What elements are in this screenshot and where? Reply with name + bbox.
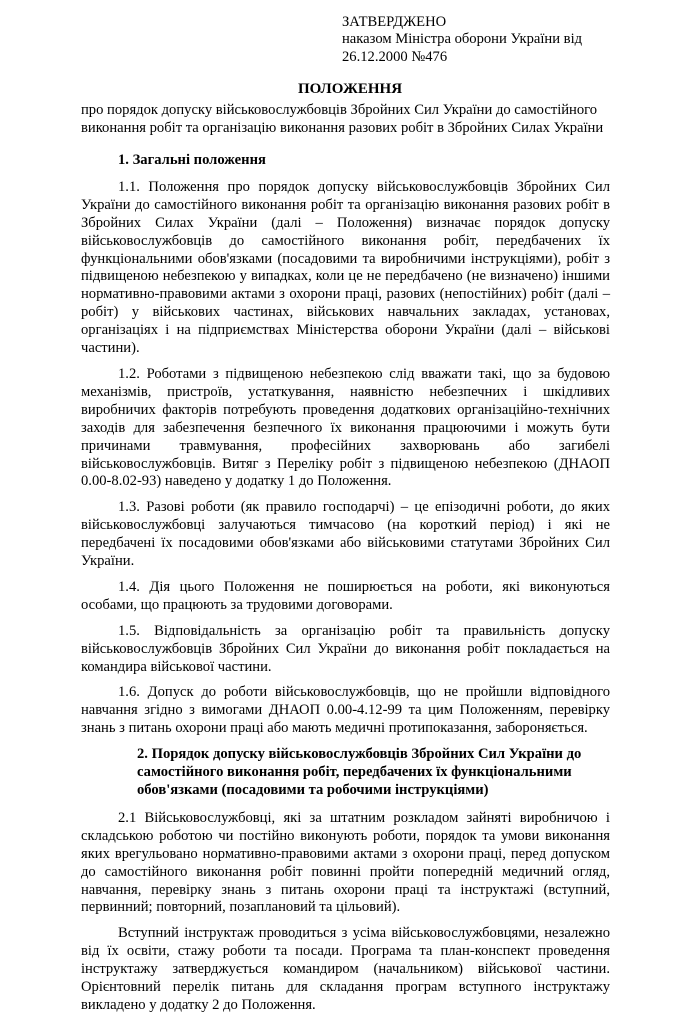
section-1-heading: 1. Загальні положення: [118, 152, 266, 168]
approval-line-order: наказом Міністра оборони України від: [342, 31, 583, 48]
paragraph-1-3: 1.3. Разові роботи (як правило господарчі) – це епізодичні роботи, до яких військовослужбовці залучаються тимчасово (на короткий період) і які не передбачені їх посадовими обов'язками або військовими статутами Збройних Сил України.: [81, 499, 610, 570]
paragraph-2-1: 2.1 Військовослужбовці, які за штатним розкладом зайняті виробничою і складською роботою чи постійно виконують роботи, порядок та умови виконання яких врегульовано нормативно-правовими актами з охорони праці, перед допуском до самостійного виконання робіт повинні пройти попередній медичний огляд, навчання, перевірку знань з питань охорони праці та інструктажі (вступний, первинний; повторний, позаплановий та цільовий).: [81, 809, 610, 916]
paragraph-2-1-intro-briefing: Вступний інструктаж проводиться з усіма військовослужбовцями, незалежно від їх освіти, стажу роботи та посади. Програма та план-конспект проведення інструктажу затверджується командиром (начальником) військової частини. Орієнтовний перелік питань для складання програм вступного інструктажу викладено у додатку 2 до Положення.: [81, 925, 610, 1013]
approval-line-date: 26.12.2000 №476: [342, 48, 448, 65]
paragraph-1-1: 1.1. Положення про порядок допуску військовослужбовців Збройних Сил України до самостійного виконання робіт та організацію виконання разових робіт в Збройних Силах України (далі – Положення) визначає порядок допуску військовослужбовців до самостійного виконання робіт, передбачених їх функціональними обов'язками (посадовими та виробничими інструкціями), робіт з підвищеною небезпекою у випадках, коли це не передбачено (не визначено) іншими нормативно-правовими актами з охорони праці, разових (непостійних) робіт (далі – робіт) у військових частинах, військових навчальних закладах, установах, організаціях і на підприємствах Міністерства оборони України (далі – військові частини).: [81, 178, 610, 357]
document-body: [81, 152, 610, 1023]
document-title: ПОЛОЖЕННЯ: [297, 81, 403, 97]
approval-stamp: [342, 14, 682, 66]
section-2-heading: 2. Порядок допуску військовослужбовців Збройних Сил України до самостійного виконання робіт, передбачених їх функціональними обов'язками (посадовими та робочими інструкціями): [137, 746, 582, 798]
subject-line-2: виконання робіт та організацію виконання разових робіт в Збройних Силах України: [81, 119, 604, 136]
paragraph-1-6: 1.6. Допуск до роботи військовослужбовців, що не пройшли відповідного навчання згідно з вимогами ДНАОП 0.00-4.12-99 та цим Положенням, перевірку знань з питань охорони праці або мають медичні протипоказання, забороняється.: [81, 684, 610, 737]
document-subject: [81, 102, 641, 137]
paragraph-1-4: 1.4. Дія цього Положення не поширюється на роботи, які виконуються особами, що працюють за трудовими договорами.: [81, 578, 610, 613]
paragraph-1-2: 1.2. Роботами з підвищеною небезпекою слід вважати такі, що за будовою механізмів, пристроїв, устаткування, наявністю небезпечних і шкідливих виробничих факторів потребують проведення додаткових організаційно-технічних заходів для забезпечення безпечного їх виконання працюючими і можуть бути причинами травмування, професійних захворювань або загибелі військовослужбовців. Витяг з Переліку робіт з підвищеною небезпекою (ДНАОП 0.00-8.02-93) наведено у додатку 1 до Положення.: [81, 365, 610, 490]
subject-line-1: про порядок допуску військовослужбовців Збройних Сил України до самостійного: [81, 102, 598, 118]
approval-line-approved: ЗАТВЕРДЖЕНО: [342, 14, 447, 30]
paragraph-1-5: 1.5. Відповідальність за організацію робіт та правильність допуску військовослужбовців Збройних Сил України до виконання робіт покладається на командира військової частини.: [81, 622, 610, 675]
